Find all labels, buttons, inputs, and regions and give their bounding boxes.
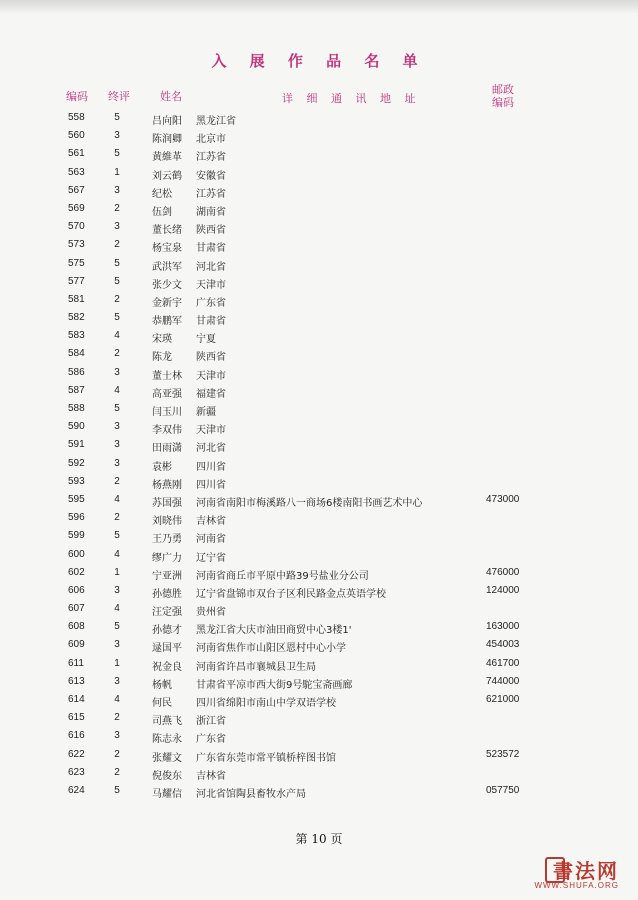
entry-name: 闫玉川 xyxy=(152,407,182,418)
entry-address: 辽宁省 xyxy=(196,552,226,564)
entry-name: 马耀信 xyxy=(152,788,182,800)
entry-name: 祝金良 xyxy=(152,661,182,673)
entry-name: 吕向阳 xyxy=(152,116,182,127)
entry-name: 逯国平 xyxy=(152,643,182,655)
entry-rating: 4 xyxy=(114,384,120,396)
entry-address: 湖南省 xyxy=(196,206,226,218)
entry-rating: 4 xyxy=(114,694,120,705)
entry-name: 黄維革 xyxy=(152,152,182,164)
entry-rating: 5 xyxy=(114,403,120,414)
entry-name: 伍剑 xyxy=(152,206,172,218)
entry-code: 593 xyxy=(68,475,85,487)
entry-name: 倪俊东 xyxy=(152,770,182,782)
entry-rating: 3 xyxy=(114,421,120,433)
entry-rating: 1 xyxy=(114,566,120,578)
header-rating: 终评 xyxy=(108,90,130,103)
table-row xyxy=(0,127,638,145)
entry-name: 张少文 xyxy=(152,279,182,291)
entry-address: 甘肃省 xyxy=(196,316,226,328)
page-number: 第 10 页 xyxy=(295,832,343,846)
entry-address: 新疆 xyxy=(196,407,216,418)
entry-code: 602 xyxy=(68,566,85,578)
entry-address: 天津市 xyxy=(196,425,226,437)
entry-address: 陕西省 xyxy=(196,352,226,364)
entry-code: 577 xyxy=(68,275,85,287)
scan-edge xyxy=(0,0,638,14)
entry-name: 杨燕刚 xyxy=(152,479,182,491)
table-row xyxy=(0,236,638,254)
entry-address: 河北省馆陶县畜牧水产局 xyxy=(196,788,306,800)
table-row xyxy=(0,618,638,636)
entry-name: 汪定强 xyxy=(152,607,182,619)
entry-name: 董士林 xyxy=(152,370,182,382)
table-row xyxy=(0,582,638,600)
entry-rating: 3 xyxy=(114,457,120,469)
entry-address: 天津市 xyxy=(196,370,226,382)
table-row xyxy=(0,491,638,509)
entry-rating: 1 xyxy=(114,166,120,178)
table-row xyxy=(0,273,638,291)
entry-code: 623 xyxy=(68,766,85,778)
page-title: 入 展 作 品 名 单 xyxy=(211,52,427,70)
entry-code: 561 xyxy=(68,148,85,160)
entry-list xyxy=(0,109,638,800)
entry-code: 584 xyxy=(68,348,85,360)
table-row xyxy=(0,527,638,545)
entry-rating: 3 xyxy=(114,584,120,596)
entry-code: 624 xyxy=(68,784,85,796)
entry-rating: 5 xyxy=(114,784,120,796)
header-postal-line: 编码 xyxy=(492,96,514,109)
watermark-logo xyxy=(534,855,625,893)
entry-code: 558 xyxy=(68,112,85,123)
table-row xyxy=(0,564,638,582)
entry-name: 陈志永 xyxy=(152,734,182,746)
entry-rating: 2 xyxy=(114,239,120,251)
entry-rating: 4 xyxy=(114,603,120,615)
entry-code: 607 xyxy=(68,603,85,615)
table-row xyxy=(0,546,638,564)
entry-name: 宋瑛 xyxy=(152,334,172,346)
entry-address: 广东省东莞市常平镇桥梓图书馆 xyxy=(196,752,336,764)
entry-rating: 5 xyxy=(114,112,120,123)
entry-rating: 2 xyxy=(114,748,120,760)
entry-code: 583 xyxy=(68,330,85,342)
watermark-text: 書法网 xyxy=(553,859,619,883)
entry-rating: 4 xyxy=(114,330,120,342)
entry-postal: 454003 xyxy=(486,639,520,651)
entry-address: 河北省 xyxy=(196,261,226,273)
entry-name: 李双伟 xyxy=(152,425,182,437)
table-row xyxy=(0,345,638,363)
entry-rating: 3 xyxy=(114,221,120,233)
table-row xyxy=(0,327,638,345)
entry-rating: 3 xyxy=(114,130,120,142)
entry-code: 587 xyxy=(68,384,85,396)
entry-name: 张耀文 xyxy=(152,752,182,764)
entry-rating: 2 xyxy=(114,475,120,487)
entry-code: 616 xyxy=(68,730,85,742)
entry-name: 刘云鹤 xyxy=(152,170,182,182)
entry-address: 河南省许昌市襄城县卫生局 xyxy=(196,661,316,673)
table-row xyxy=(0,182,638,200)
entry-postal: 621000 xyxy=(486,694,520,705)
entry-address: 辽宁省盘锦市双台子区利民路金点英语学校 xyxy=(196,588,386,600)
table-row xyxy=(0,509,638,527)
entry-code: 573 xyxy=(68,239,85,251)
entry-code: 567 xyxy=(68,184,85,196)
entry-address: 福建省 xyxy=(196,388,226,400)
entry-name: 缪广力 xyxy=(152,552,182,564)
header-address: 详 细 通 讯 地 址 xyxy=(282,92,421,105)
entry-name: 司燕飞 xyxy=(152,716,182,728)
entry-postal: 461700 xyxy=(486,657,520,669)
entry-name: 孙德胜 xyxy=(152,588,182,600)
entry-postal: 476000 xyxy=(486,566,520,578)
entry-rating: 3 xyxy=(114,639,120,651)
entry-code: 588 xyxy=(68,403,85,414)
entry-code: 622 xyxy=(68,748,85,760)
entry-address: 四川省 xyxy=(196,461,226,473)
table-row xyxy=(0,436,638,454)
entry-postal: 523572 xyxy=(486,748,520,760)
entry-rating: 5 xyxy=(114,312,120,324)
table-row xyxy=(0,255,638,273)
header-name: 姓名 xyxy=(160,90,182,103)
entry-name: 刘晓伟 xyxy=(152,516,182,528)
table-row xyxy=(0,400,638,418)
entry-address: 江苏省 xyxy=(196,152,226,164)
entry-name: 袁彬 xyxy=(152,461,172,473)
entry-code: 614 xyxy=(68,694,85,705)
entry-rating: 4 xyxy=(114,493,120,505)
entry-rating: 5 xyxy=(114,148,120,160)
entry-address: 黑龙江省 xyxy=(196,116,236,127)
entry-name: 苏国强 xyxy=(152,497,182,509)
entry-code: 595 xyxy=(68,493,85,505)
entry-address: 黑龙江省大庆市油田商贸中心3楼1' xyxy=(196,625,352,637)
entry-rating: 2 xyxy=(114,766,120,778)
watermark-url: WWW.SHUFA.ORG xyxy=(534,881,619,890)
entry-code: 611 xyxy=(68,657,84,669)
entry-code: 575 xyxy=(68,257,85,269)
table-row xyxy=(0,200,638,218)
entry-address: 河南省 xyxy=(196,534,226,546)
entry-rating: 3 xyxy=(114,184,120,196)
entry-address: 河南省南阳市梅溪路八一商场6楼南阳书画艺术中心 xyxy=(196,497,423,509)
entry-name: 武洪军 xyxy=(152,261,182,273)
entry-postal: 163000 xyxy=(486,621,520,633)
entry-code: 591 xyxy=(68,439,85,451)
entry-rating: 2 xyxy=(114,712,120,724)
entry-code: 615 xyxy=(68,712,85,724)
entry-address: 四川省绵阳市南山中学双语学校 xyxy=(196,698,336,709)
entry-address: 河北省 xyxy=(196,443,226,455)
entry-code: 606 xyxy=(68,584,85,596)
entry-postal: 124000 xyxy=(486,584,520,596)
entry-rating: 5 xyxy=(114,275,120,287)
entry-code: 590 xyxy=(68,421,85,433)
table-row xyxy=(0,364,638,382)
entry-rating: 2 xyxy=(114,202,120,214)
table-row xyxy=(0,636,638,654)
entry-code: 581 xyxy=(68,293,85,305)
entry-name: 陈润卿 xyxy=(152,134,182,146)
entry-rating: 5 xyxy=(114,257,120,269)
entry-name: 董长绪 xyxy=(152,225,182,237)
entry-name: 孙德才 xyxy=(152,625,182,637)
entry-address: 吉林省 xyxy=(196,516,226,528)
entry-code: 600 xyxy=(68,548,85,560)
entry-code: 608 xyxy=(68,621,85,633)
entry-address: 江苏省 xyxy=(196,188,226,200)
table-row xyxy=(0,291,638,309)
entry-address: 宁夏 xyxy=(196,334,216,346)
entry-address: 北京市 xyxy=(196,134,226,146)
entry-address: 浙江省 xyxy=(196,716,226,728)
entry-address: 广东省 xyxy=(196,297,226,309)
table-row xyxy=(0,746,638,764)
entry-rating: 3 xyxy=(114,366,120,378)
entry-postal: 473000 xyxy=(486,493,520,505)
table-row xyxy=(0,382,638,400)
entry-address: 贵州省 xyxy=(196,607,226,619)
entry-rating: 3 xyxy=(114,675,120,687)
table-row xyxy=(0,782,638,800)
table-row xyxy=(0,673,638,691)
entry-rating: 2 xyxy=(114,512,120,524)
entry-code: 570 xyxy=(68,221,85,233)
header-postal-line: 邮政 xyxy=(492,83,514,96)
table-row xyxy=(0,709,638,727)
entry-name: 高亚强 xyxy=(152,388,182,400)
entry-code: 596 xyxy=(68,512,85,524)
entry-name: 宁亚洲 xyxy=(152,570,182,582)
entry-code: 586 xyxy=(68,366,85,378)
entry-address: 河南省焦作市山阳区恩村中心小学 xyxy=(196,643,346,655)
entry-postal: 744000 xyxy=(486,675,520,687)
entry-rating: 3 xyxy=(114,730,120,742)
table-row xyxy=(0,473,638,491)
entry-code: 609 xyxy=(68,639,85,651)
entry-name: 何民 xyxy=(152,698,172,709)
table-row xyxy=(0,218,638,236)
entry-code: 613 xyxy=(68,675,85,687)
entry-rating: 5 xyxy=(114,621,120,633)
table-row xyxy=(0,164,638,182)
entry-name: 田雨潇 xyxy=(152,443,182,455)
entry-rating: 5 xyxy=(114,530,120,542)
entry-postal: 057750 xyxy=(486,784,520,796)
entry-name: 金新宇 xyxy=(152,297,182,309)
entry-address: 四川省 xyxy=(196,479,226,491)
entry-address: 河南省商丘市平原中路39号盐业分公司 xyxy=(196,570,369,582)
entry-name: 杨宝泉 xyxy=(152,243,182,255)
table-row xyxy=(0,145,638,163)
entry-rating: 1 xyxy=(114,657,120,669)
table-row xyxy=(0,418,638,436)
entry-code: 569 xyxy=(68,202,85,214)
entry-rating: 2 xyxy=(114,348,120,360)
table-row xyxy=(0,727,638,745)
table-row xyxy=(0,691,638,709)
entry-code: 563 xyxy=(68,166,85,178)
table-row xyxy=(0,309,638,327)
entry-rating: 4 xyxy=(114,548,120,560)
header-postal xyxy=(492,83,514,109)
entry-address: 吉林省 xyxy=(196,770,226,782)
entry-rating: 2 xyxy=(114,293,120,305)
entry-name: 陈龙 xyxy=(152,352,172,364)
header-code: 编码 xyxy=(66,90,88,103)
entry-code: 599 xyxy=(68,530,85,542)
entry-address: 陕西省 xyxy=(196,225,226,237)
table-row xyxy=(0,764,638,782)
table-row xyxy=(0,109,638,127)
entry-address: 甘肃省 xyxy=(196,243,226,255)
entry-name: 王乃勇 xyxy=(152,534,182,546)
entry-address: 广东省 xyxy=(196,734,226,746)
entry-name: 纪松 xyxy=(152,188,172,200)
entry-name: 杨帆 xyxy=(152,679,172,691)
entry-address: 安徽省 xyxy=(196,170,226,182)
table-row xyxy=(0,600,638,618)
entry-code: 592 xyxy=(68,457,85,469)
entry-rating: 3 xyxy=(114,439,120,451)
entry-code: 582 xyxy=(68,312,85,324)
table-row xyxy=(0,655,638,673)
table-row xyxy=(0,455,638,473)
entry-name: 恭鹏军 xyxy=(152,316,182,328)
entry-address: 天津市 xyxy=(196,279,226,291)
entry-code: 560 xyxy=(68,130,85,142)
entry-address: 甘肃省平凉市西大街9号駝宝斋画廊 xyxy=(196,679,353,691)
